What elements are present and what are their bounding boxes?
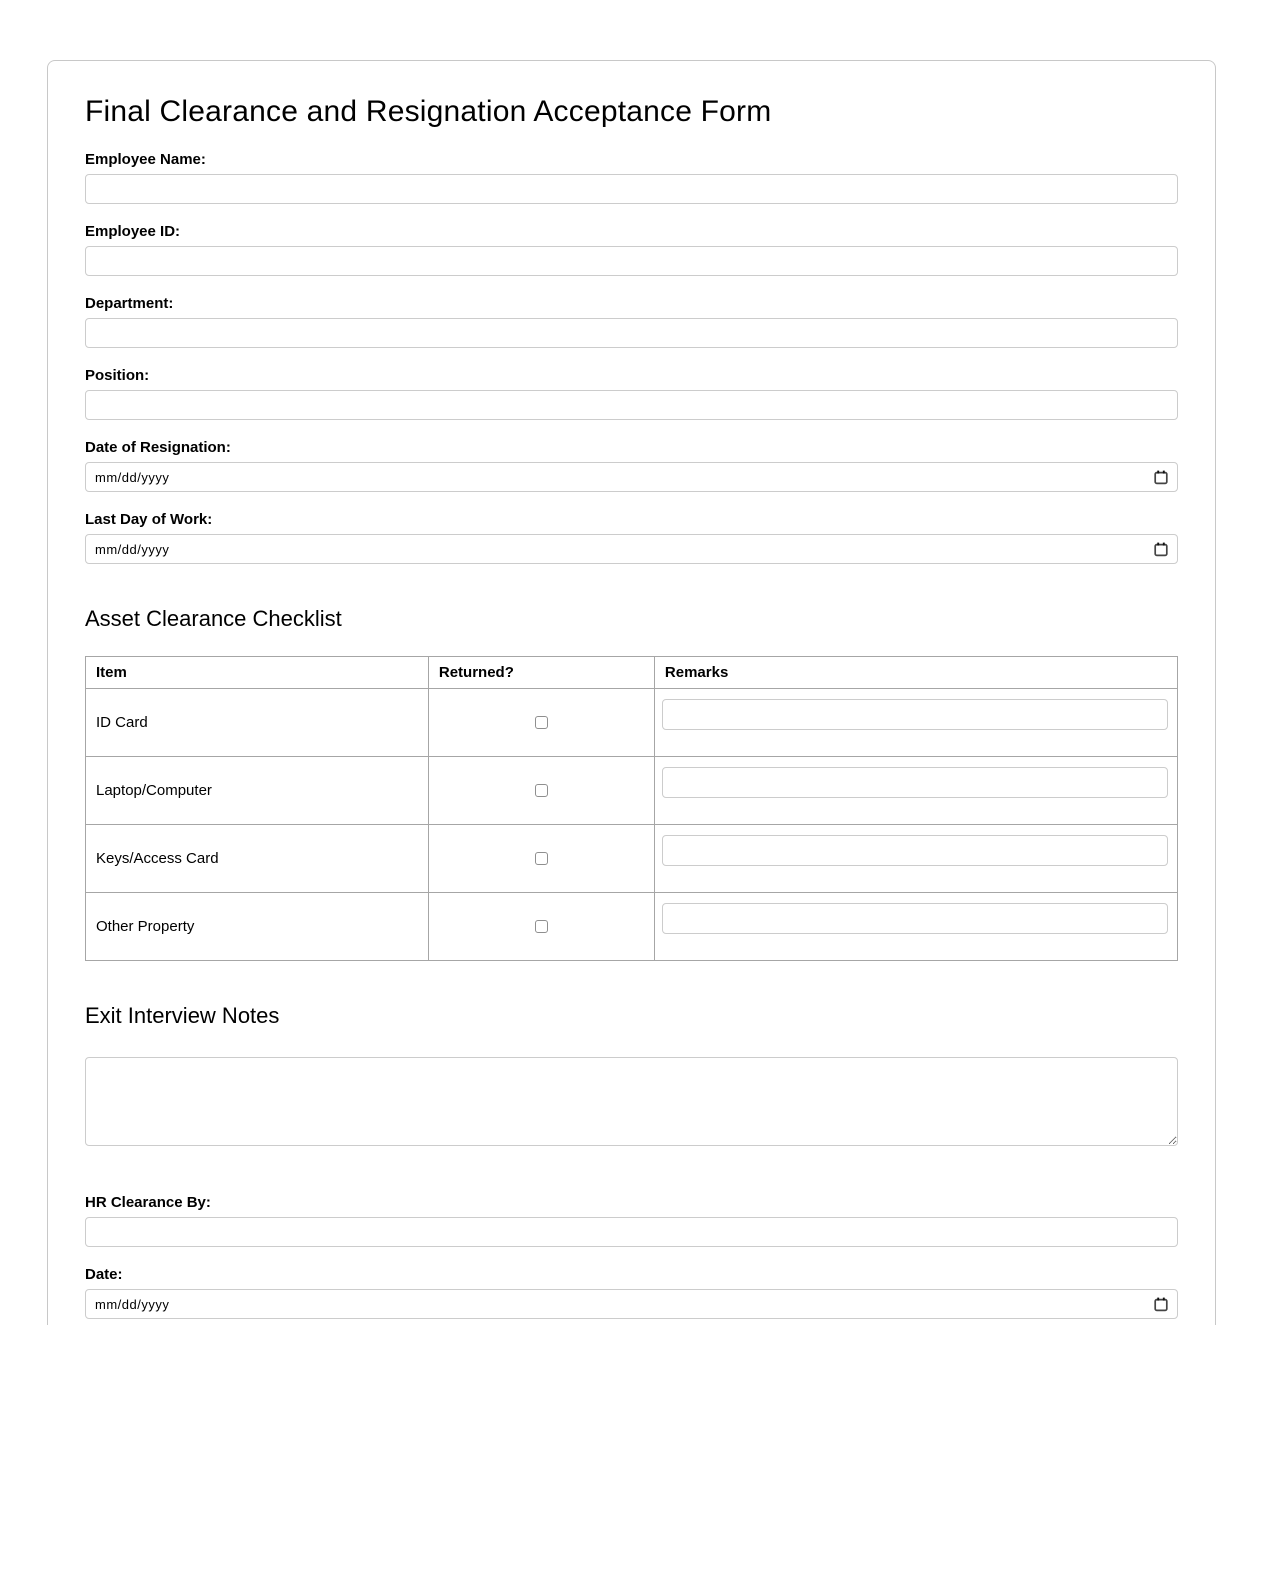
page-title: Final Clearance and Resignation Acceptance Form [85,95,772,128]
checklist-table [85,656,1178,961]
exit-notes-heading: Exit Interview Notes [85,1003,280,1028]
calendar-icon[interactable] [1154,470,1168,485]
returned-cell [428,689,654,757]
col-item-header: Item [86,657,429,689]
col-remarks-header: Remarks [654,657,1177,689]
date-of-resignation-input[interactable] [85,462,1178,492]
last-day-of-work-label: Last Day of Work: [85,511,213,528]
hr-clearance-by-label: HR Clearance By: [85,1194,211,1211]
table-row [86,757,1178,825]
returned-checkbox[interactable] [535,852,548,865]
returned-checkbox[interactable] [535,784,548,797]
item-label: Laptop/Computer [86,757,429,825]
date-label: Date: [85,1266,123,1283]
date-placeholder: mm/dd/yyyy [95,1296,170,1312]
calendar-icon[interactable] [1154,542,1168,557]
remarks-input[interactable] [662,903,1168,934]
remarks-cell [654,893,1177,961]
date-placeholder: mm/dd/yyyy [95,541,170,557]
remarks-input[interactable] [662,767,1168,798]
checklist-heading: Asset Clearance Checklist [85,606,342,631]
employee-name-input[interactable] [85,174,1178,204]
returned-checkbox[interactable] [535,716,548,729]
remarks-cell [654,825,1177,893]
department-input[interactable] [85,318,1178,348]
page [0,60,1263,1579]
remarks-input[interactable] [662,699,1168,730]
item-label: Other Property [86,893,429,961]
date-of-resignation-label: Date of Resignation: [85,439,231,456]
employee-name-label: Employee Name: [85,151,206,168]
position-label: Position: [85,367,150,384]
exit-notes-textarea[interactable] [85,1057,1178,1146]
remarks-cell [654,689,1177,757]
date-input[interactable] [85,1289,1178,1319]
employee-id-input[interactable] [85,246,1178,276]
table-row [86,689,1178,757]
item-label: ID Card [86,689,429,757]
returned-cell [428,893,654,961]
returned-cell [428,825,654,893]
remarks-cell [654,757,1177,825]
col-returned-header: Returned? [428,657,654,689]
returned-cell [428,757,654,825]
position-input[interactable] [85,390,1178,420]
calendar-icon[interactable] [1154,1297,1168,1312]
checklist-header-row [86,657,1178,689]
hr-clearance-by-input[interactable] [85,1217,1178,1247]
employee-id-label: Employee ID: [85,223,181,240]
date-placeholder: mm/dd/yyyy [95,469,170,485]
form-card [47,60,1216,1325]
item-label: Keys/Access Card [86,825,429,893]
department-label: Department: [85,295,174,312]
remarks-input[interactable] [662,835,1168,866]
table-row [86,893,1178,961]
last-day-of-work-input[interactable] [85,534,1178,564]
table-row [86,825,1178,893]
returned-checkbox[interactable] [535,920,548,933]
